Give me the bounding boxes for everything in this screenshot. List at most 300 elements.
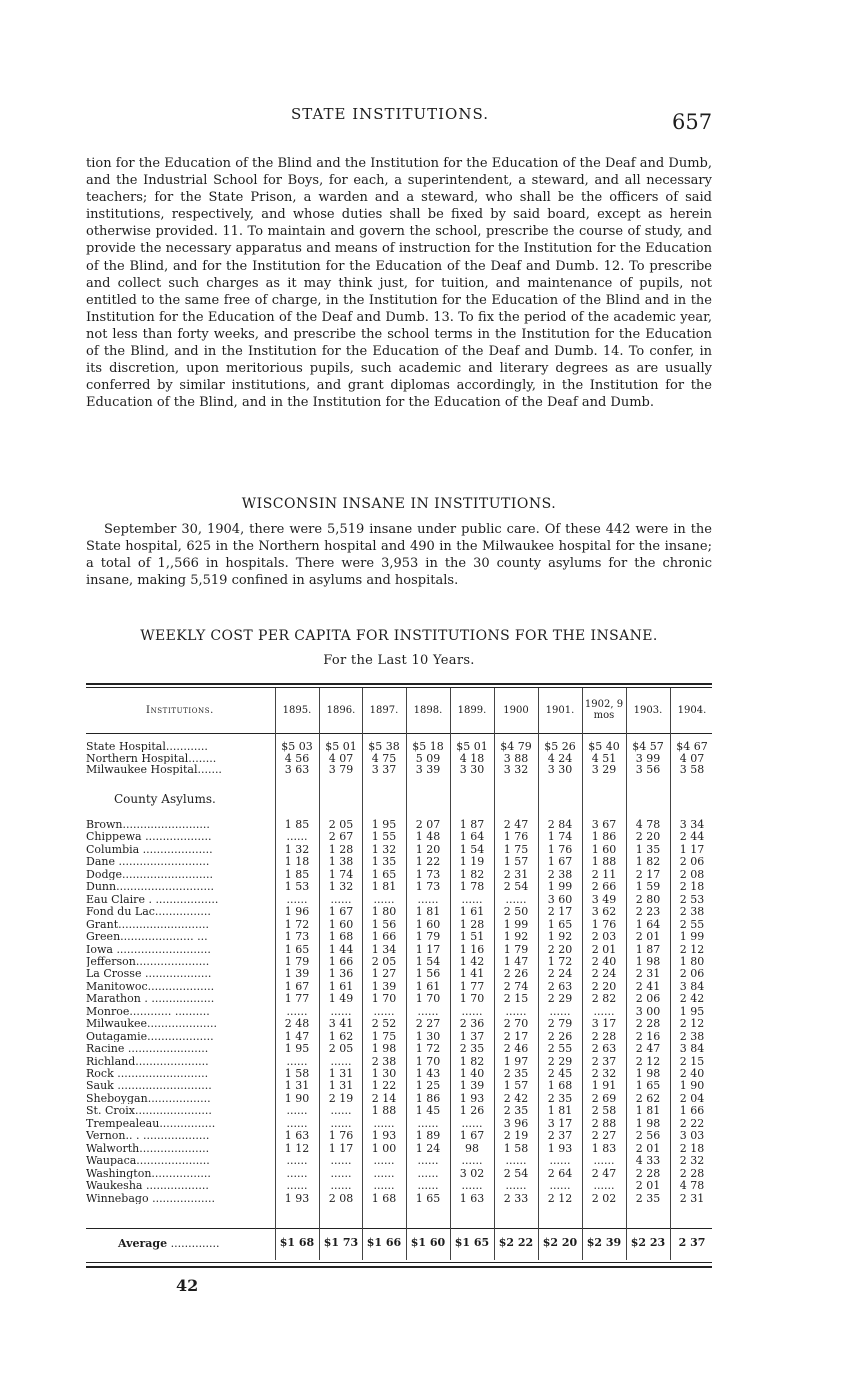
cost-cell: $4 67 — [676, 740, 708, 753]
cost-cell: 2 47 — [503, 818, 529, 831]
cost-cell: 1 57 — [503, 1079, 529, 1093]
cost-cell: 2 19 — [328, 1091, 354, 1105]
cost-cell: 4 18 — [459, 751, 485, 765]
cost-cell: 2 18 — [679, 880, 705, 894]
cost-cell: 1 77 — [459, 979, 485, 993]
cost-cell: 2 70 — [503, 1017, 529, 1031]
cost-cell: 2 01 — [635, 1179, 661, 1193]
cost-cell: ...... — [330, 1054, 352, 1068]
body-paragraph: tion for the Education of the Blind and the Institution for the Education of the Deaf and Dumb, and the Industrial School for Boys, for each, a superintendent, a steward, and all necessary teachers; for the State Prison, a warden and a steward, who shall be the officers of said institutions, respectively, and whose duties shall be fixed by said board, except as herein otherwise provided. 11. To maintain and govern the school, prescribe the course of study, and provide the necessary apparatus and means of instruction for the Institution for the Education of the Blind, and for the Institution for the Education of the Deaf and Dumb. 12. To prescribe and collect such charges as it may think just, for tuition, and maintenance of pupils, not entitled to the same free of charge, in the Institution for the Education of the Blind and in the Institution for the Education of the Deaf and Dumb. 13. To fix the period of the academic year, not less than forty weeks, and prescribe the school terms in the Institution for the Education of the Blind, and in the Institution for the Education of the Deaf and Dumb. 14. To confer, in its discretion, upon meritorious pupils, such academic and literary degrees as are usually conferred by similar institutions, and grant diplomas accordingly, in the Institution for the Education of the Blind, and in the Institution for the Education of the Deaf and Dumb. — [86, 156, 712, 411]
cost-cell: ...... — [549, 1004, 571, 1018]
cost-cell: ...... — [330, 1104, 352, 1118]
average-cell: 2 37 — [678, 1236, 706, 1249]
cost-cell: 1 22 — [415, 855, 441, 869]
cost-cell: 1 72 — [547, 954, 573, 968]
average-cell: $2 22 — [498, 1236, 534, 1249]
cost-cell: 2 63 — [591, 1042, 617, 1056]
cost-cell: ...... — [593, 1154, 615, 1168]
cost-cell: 1 28 — [459, 917, 485, 931]
cost-cell: 1 68 — [371, 1191, 397, 1205]
cost-cell: 1 70 — [371, 992, 397, 1006]
cost-cell: 2 50 — [503, 905, 529, 919]
average-label — [118, 1237, 220, 1250]
table-bottom-rule — [86, 1262, 712, 1263]
cost-cell: ...... — [549, 1154, 571, 1168]
cost-cell: 2 38 — [547, 867, 573, 881]
cost-cell: 4 78 — [635, 818, 661, 831]
cost-cell: 1 99 — [679, 930, 705, 944]
cost-cell: ...... — [330, 892, 352, 906]
cost-cell: 2 38 — [679, 905, 705, 919]
institution-name: Vernon.. . ................... — [86, 1130, 210, 1142]
cost-cell: 1 87 — [459, 818, 485, 831]
cost-cell: 2 08 — [328, 1191, 354, 1205]
cost-cell: 4 78 — [679, 1179, 705, 1193]
cost-cell: 4 07 — [328, 751, 354, 765]
cost-cell: 1 82 — [459, 1054, 485, 1068]
cost-cell: 2 56 — [635, 1129, 661, 1143]
average-cell: $1 73 — [323, 1236, 359, 1249]
cost-cell: 1 95 — [679, 1004, 705, 1018]
institution-name: Outagamie................... — [86, 1030, 214, 1042]
cost-cell: 2 20 — [547, 942, 573, 956]
cost-cell: ...... — [286, 1179, 308, 1193]
cost-cell: ...... — [417, 892, 439, 906]
cost-cell: 1 17 — [415, 942, 441, 956]
cost-cell: 1 82 — [459, 867, 485, 881]
cost-cell: 1 95 — [371, 818, 397, 831]
institution-name: Grant.......................... — [86, 918, 210, 930]
cost-cell: 2 47 — [635, 1042, 661, 1056]
cost-cell: 1 65 — [635, 1079, 661, 1093]
cost-cell: 2 06 — [635, 992, 661, 1006]
cost-cell: 1 56 — [371, 917, 397, 931]
cost-cell: 1 88 — [591, 855, 617, 869]
cost-cell: 1 62 — [328, 1029, 354, 1043]
cost-cell: 1 90 — [679, 1079, 705, 1093]
cost-cell: 1 54 — [459, 842, 485, 856]
institution-name: Waupaca..................... — [86, 1155, 210, 1167]
cost-cell: 3 84 — [679, 1042, 705, 1056]
cost-cell: 2 58 — [591, 1104, 617, 1118]
institution-name: Jefferson..................... — [86, 955, 210, 967]
cost-cell: 1 19 — [459, 855, 485, 869]
institution-name: Eau Claire . .................. — [86, 893, 219, 905]
cost-cell: 1 74 — [328, 867, 354, 881]
cost-cell: ...... — [286, 830, 308, 844]
cost-cell: 1 47 — [503, 954, 529, 968]
cost-cell: 1 66 — [679, 1104, 705, 1118]
cost-cell: ...... — [330, 1154, 352, 1168]
cost-cell: 1 35 — [635, 842, 661, 856]
institution-name: Chippewa ................... — [86, 831, 212, 843]
cost-cell: 2 41 — [635, 979, 661, 993]
cost-cell: 1 65 — [371, 867, 397, 881]
institution-name: Rock .......................... — [86, 1068, 209, 1079]
cost-cell: 1 96 — [284, 905, 310, 919]
year-column-header: 1895. — [282, 704, 312, 716]
average-cell: $1 66 — [366, 1236, 402, 1249]
institution-name: State Hospital............ — [86, 741, 208, 752]
institution-name: Richland..................... — [86, 1055, 209, 1067]
cost-cell: 1 86 — [415, 1091, 441, 1105]
cost-cell: 2 29 — [547, 992, 573, 1006]
average-cell: $2 20 — [542, 1236, 578, 1249]
cost-cell: 1 39 — [459, 1079, 485, 1093]
cost-cell: 1 64 — [635, 917, 661, 931]
signature-mark: 42 — [176, 1276, 199, 1295]
cost-cell: ...... — [286, 1154, 308, 1168]
cost-cell: 1 81 — [415, 905, 441, 919]
cost-cell: 3 37 — [371, 763, 397, 776]
cost-cell: 1 60 — [415, 917, 441, 931]
cost-cell: ...... — [505, 1004, 527, 1018]
cost-cell: 3 58 — [679, 763, 705, 776]
cost-cell: 1 16 — [459, 942, 485, 956]
institution-name: Dane .......................... — [86, 856, 210, 868]
cost-cell: 1 70 — [459, 992, 485, 1006]
cost-cell: 2 01 — [635, 930, 661, 944]
cost-cell: 2 44 — [679, 830, 705, 844]
cost-cell: 1 86 — [591, 830, 617, 844]
cost-cell: 2 66 — [591, 880, 617, 894]
cost-cell: 2 02 — [591, 1191, 617, 1205]
cost-cell: 1 91 — [591, 1079, 617, 1093]
cost-cell: 1 00 — [371, 1141, 397, 1155]
cost-cell: 1 80 — [371, 905, 397, 919]
cost-cell: 1 68 — [328, 930, 354, 944]
cost-cell: $5 26 — [544, 740, 576, 753]
cost-cell: 3 32 — [503, 763, 529, 776]
cost-cell: 2 37 — [547, 1129, 573, 1143]
county-asylums-label: County Asylums. — [114, 792, 216, 806]
cost-cell: 1 92 — [547, 930, 573, 944]
cost-cell: 1 61 — [415, 979, 441, 993]
average-cell: $2 39 — [586, 1236, 622, 1249]
cost-cell: 2 40 — [591, 954, 617, 968]
cost-cell: 3 39 — [415, 763, 441, 776]
cost-cell: 1 93 — [371, 1129, 397, 1143]
cost-cell: 1 66 — [328, 954, 354, 968]
institution-name: La Crosse ................... — [86, 968, 212, 980]
institution-name: Manitowoc................... — [86, 980, 215, 992]
cost-cell: 1 64 — [459, 830, 485, 844]
cost-cell: $5 38 — [368, 740, 400, 753]
year-column-header: 1901. — [545, 704, 575, 716]
cost-cell: 2 46 — [503, 1042, 529, 1056]
cost-cell: ...... — [417, 1116, 439, 1130]
cost-cell: 2 35 — [547, 1091, 573, 1105]
cost-cell: ...... — [417, 1154, 439, 1168]
cost-cell: ...... — [461, 892, 483, 906]
cost-cell: 1 63 — [284, 1129, 310, 1143]
cost-cell: 1 67 — [547, 855, 573, 869]
cost-cell: 2 16 — [635, 1029, 661, 1043]
cost-cell: 1 18 — [284, 855, 310, 869]
cost-cell: 1 31 — [328, 1067, 354, 1080]
cost-cell: 1 12 — [284, 1141, 310, 1155]
cost-cell: 1 61 — [459, 905, 485, 919]
cost-cell: 1 66 — [371, 930, 397, 944]
cost-cell: $5 01 — [325, 740, 357, 753]
cost-cell: 1 45 — [415, 1104, 441, 1118]
cost-cell: 1 51 — [459, 930, 485, 944]
section-paragraph: September 30, 1904, there were 5,519 insane under public care. Of these 442 were in the State hospital, 625 in the Northern hospital and 490 in the Milwaukee hospital for the insane; a total of 1,,566 in hospitals. There were 3,953 in the 30 county asylums for the chronic insane, making 5,519 confined in asylums and hospitals. — [86, 522, 712, 589]
cost-cell: ...... — [286, 1004, 308, 1018]
cost-cell: 2 28 — [591, 1029, 617, 1043]
cost-cell: 1 67 — [328, 905, 354, 919]
cost-cell: 2 74 — [503, 979, 529, 993]
table-top-rule-inner — [86, 687, 712, 688]
cost-cell: 1 79 — [284, 954, 310, 968]
cost-cell: 1 82 — [635, 855, 661, 869]
institution-name: St. Croix...................... — [86, 1105, 212, 1117]
cost-cell: 2 05 — [328, 818, 354, 831]
cost-cell: 1 39 — [371, 979, 397, 993]
cost-cell: 1 99 — [547, 880, 573, 894]
cost-cell: ...... — [286, 1054, 308, 1068]
cost-cell: 1 59 — [635, 880, 661, 894]
cost-cell: 1 70 — [415, 992, 441, 1006]
cost-cell: 2 31 — [503, 867, 529, 881]
institution-name: Sheboygan.................. — [86, 1092, 211, 1104]
cost-cell: 98 — [465, 1141, 479, 1155]
cost-cell: 2 06 — [679, 967, 705, 981]
cost-cell: 3 96 — [503, 1116, 529, 1130]
cost-cell: 1 83 — [591, 1141, 617, 1155]
cost-cell: 2 01 — [591, 942, 617, 956]
cost-cell: 1 76 — [328, 1129, 354, 1143]
cost-cell: 1 42 — [459, 954, 485, 968]
cost-cell: 1 48 — [415, 830, 441, 844]
institution-name: Columbia .................... — [86, 843, 213, 855]
cost-cell: 1 85 — [284, 818, 310, 831]
institution-name: Waukesha .................. — [86, 1180, 209, 1192]
cost-cell: 2 18 — [679, 1141, 705, 1155]
cost-cell: 1 89 — [415, 1129, 441, 1143]
cost-cell: 1 88 — [371, 1104, 397, 1118]
cost-cell: 2 12 — [635, 1054, 661, 1068]
cost-cell: 2 17 — [635, 867, 661, 881]
cost-cell: 2 48 — [284, 1017, 310, 1031]
cost-cell: 1 39 — [284, 967, 310, 981]
cost-cell: 2 67 — [328, 830, 354, 844]
cost-cell: 3 17 — [547, 1116, 573, 1130]
cost-cell: 1 26 — [459, 1104, 485, 1118]
year-column-header: 1898. — [413, 704, 443, 716]
cost-cell: 1 72 — [284, 917, 310, 931]
cost-cell: 2 27 — [591, 1129, 617, 1143]
table-bottom-rule-outer — [86, 1266, 712, 1268]
cost-cell: 2 38 — [679, 1029, 705, 1043]
cost-cell: 1 63 — [459, 1191, 485, 1205]
cost-cell: 1 44 — [328, 942, 354, 956]
cost-cell: 1 92 — [503, 930, 529, 944]
cost-cell: 2 54 — [503, 1166, 529, 1180]
cost-cell: 2 55 — [547, 1042, 573, 1056]
cost-cell: 2 40 — [679, 1067, 705, 1080]
cost-cell: 1 58 — [503, 1141, 529, 1155]
institution-name: Northern Hospital........ — [86, 752, 217, 764]
cost-cell: 1 58 — [284, 1067, 310, 1080]
cost-cell: 1 35 — [371, 855, 397, 869]
cost-cell: 3 79 — [328, 763, 354, 776]
cost-cell: 1 68 — [547, 1079, 573, 1093]
cost-cell: 2 20 — [635, 830, 661, 844]
cost-cell: ...... — [549, 1179, 571, 1193]
cost-cell: 2 47 — [591, 1166, 617, 1180]
cost-cell: ...... — [505, 892, 527, 906]
cost-cell: 2 12 — [679, 942, 705, 956]
cost-cell: 2 01 — [635, 1141, 661, 1155]
institution-name: Milwaukee Hospital....... — [86, 764, 222, 775]
cost-cell: 1 73 — [415, 867, 441, 881]
cost-cell: 1 70 — [415, 1054, 441, 1068]
cost-cell: 2 62 — [635, 1091, 661, 1105]
cost-cell: 1 81 — [371, 880, 397, 894]
cost-cell: ...... — [330, 1166, 352, 1180]
table-title: WEEKLY COST PER CAPITA FOR INSTITUTIONS FOR THE INSANE. — [140, 628, 658, 644]
cost-cell: 1 54 — [415, 954, 441, 968]
cost-cell: 1 20 — [415, 842, 441, 856]
cost-cell: 3 30 — [459, 763, 485, 776]
cost-cell: 1 30 — [371, 1067, 397, 1080]
cost-cell: 2 27 — [415, 1017, 441, 1031]
cost-cell: 1 53 — [284, 880, 310, 894]
cost-cell: 1 78 — [459, 880, 485, 894]
cost-cell: 2 15 — [503, 992, 529, 1006]
cost-cell: ...... — [330, 1116, 352, 1130]
cost-cell: ...... — [593, 1179, 615, 1193]
cost-cell: 1 90 — [284, 1091, 310, 1105]
institution-name: Dodge.......................... — [86, 868, 213, 880]
cost-cell: 1 32 — [284, 842, 310, 856]
cost-cell: 1 24 — [415, 1141, 441, 1155]
cost-cell: 2 24 — [547, 967, 573, 981]
cost-cell: 2 80 — [635, 892, 661, 906]
cost-cell: 1 72 — [415, 1042, 441, 1056]
cost-cell: $4 79 — [500, 740, 532, 753]
cost-cell: 1 28 — [328, 842, 354, 856]
average-cell: $1 68 — [279, 1236, 315, 1249]
institution-name: Green..................... ... — [86, 931, 208, 943]
cost-cell: $5 03 — [281, 740, 313, 753]
cost-cell: 1 17 — [328, 1141, 354, 1155]
year-column-header: 1896. — [326, 704, 356, 716]
institution-name: Winnebago .................. — [86, 1192, 216, 1204]
cost-cell: 2 32 — [591, 1067, 617, 1080]
institution-name: Brown......................... — [86, 819, 210, 830]
cost-cell: 4 75 — [371, 751, 397, 765]
cost-cell: 1 98 — [635, 1067, 661, 1080]
cost-cell: 4 24 — [547, 751, 573, 765]
cost-cell: 4 07 — [679, 751, 705, 765]
cost-cell: 2 53 — [679, 892, 705, 906]
cost-cell: 1 43 — [415, 1067, 441, 1080]
average-cell: $1 60 — [410, 1236, 446, 1249]
cost-cell: 2 38 — [371, 1054, 397, 1068]
cost-cell: 1 65 — [284, 942, 310, 956]
cost-cell: 2 36 — [459, 1017, 485, 1031]
cost-cell: 1 65 — [415, 1191, 441, 1205]
cost-cell: 1 99 — [503, 917, 529, 931]
cost-cell: 1 36 — [328, 967, 354, 981]
cost-cell: 3 30 — [547, 763, 573, 776]
table-average-rule — [86, 1228, 712, 1229]
cost-cell: 1 67 — [459, 1129, 485, 1143]
running-title: STATE INSTITUTIONS. — [291, 105, 489, 123]
cost-cell: ...... — [373, 1154, 395, 1168]
cost-cell: ...... — [461, 1116, 483, 1130]
cost-cell: 1 80 — [679, 954, 705, 968]
cost-cell: 2 04 — [679, 1091, 705, 1105]
cost-cell: 1 41 — [459, 967, 485, 981]
cost-cell: ...... — [505, 1154, 527, 1168]
cost-cell: 1 31 — [284, 1079, 310, 1093]
cost-cell: 3 41 — [328, 1017, 354, 1031]
cost-cell: 2 63 — [547, 979, 573, 993]
cost-cell: 2 23 — [635, 905, 661, 919]
average-cell: $1 65 — [454, 1236, 490, 1249]
cost-cell: ...... — [593, 1004, 615, 1018]
cost-cell: ...... — [417, 1166, 439, 1180]
cost-cell: ...... — [330, 1179, 352, 1193]
cost-cell: 2 05 — [371, 954, 397, 968]
cost-cell: 2 26 — [503, 967, 529, 981]
cost-cell: 2 82 — [591, 992, 617, 1006]
cost-cell: 3 49 — [591, 892, 617, 906]
cost-cell: 2 03 — [591, 930, 617, 944]
cost-cell: 3 34 — [679, 818, 705, 831]
cost-cell: 2 17 — [503, 1029, 529, 1043]
cost-cell: 2 28 — [635, 1166, 661, 1180]
cost-cell: 2 88 — [591, 1116, 617, 1130]
cost-cell: 1 73 — [284, 930, 310, 944]
cost-cell: 1 47 — [284, 1029, 310, 1043]
cost-cell: 1 61 — [328, 979, 354, 993]
cost-cell: $5 40 — [588, 740, 620, 753]
cost-cell: 2 19 — [503, 1129, 529, 1143]
cost-cell: 3 60 — [547, 892, 573, 906]
cost-cell: 2 17 — [547, 905, 573, 919]
cost-cell: 1 93 — [547, 1141, 573, 1155]
cost-cell: 1 38 — [328, 855, 354, 869]
institution-name: Racine ....................... — [86, 1043, 209, 1055]
cost-cell: ...... — [417, 1004, 439, 1018]
institution-name: Walworth.................... — [86, 1142, 210, 1154]
cost-cell: 2 15 — [679, 1054, 705, 1068]
institution-name: Washington................. — [86, 1167, 211, 1179]
cost-cell: 2 12 — [679, 1017, 705, 1031]
cost-cell: 1 74 — [547, 830, 573, 844]
cost-cell: 1 60 — [328, 917, 354, 931]
cost-cell: 1 81 — [547, 1104, 573, 1118]
cost-cell: 2 05 — [328, 1042, 354, 1056]
cost-cell: 1 98 — [371, 1042, 397, 1056]
cost-cell: 1 76 — [547, 842, 573, 856]
year-column-header: 1903. — [633, 704, 663, 716]
cost-cell: 2 33 — [503, 1191, 529, 1205]
cost-cell: 3 56 — [635, 763, 661, 776]
cost-cell: 1 25 — [415, 1079, 441, 1093]
cost-cell: 1 32 — [328, 880, 354, 894]
cost-cell: 4 33 — [635, 1154, 661, 1168]
cost-cell: 1 30 — [415, 1029, 441, 1043]
cost-cell: ...... — [505, 1179, 527, 1193]
cost-cell: 1 34 — [371, 942, 397, 956]
cost-cell: 2 55 — [679, 917, 705, 931]
cost-cell: 1 76 — [591, 917, 617, 931]
